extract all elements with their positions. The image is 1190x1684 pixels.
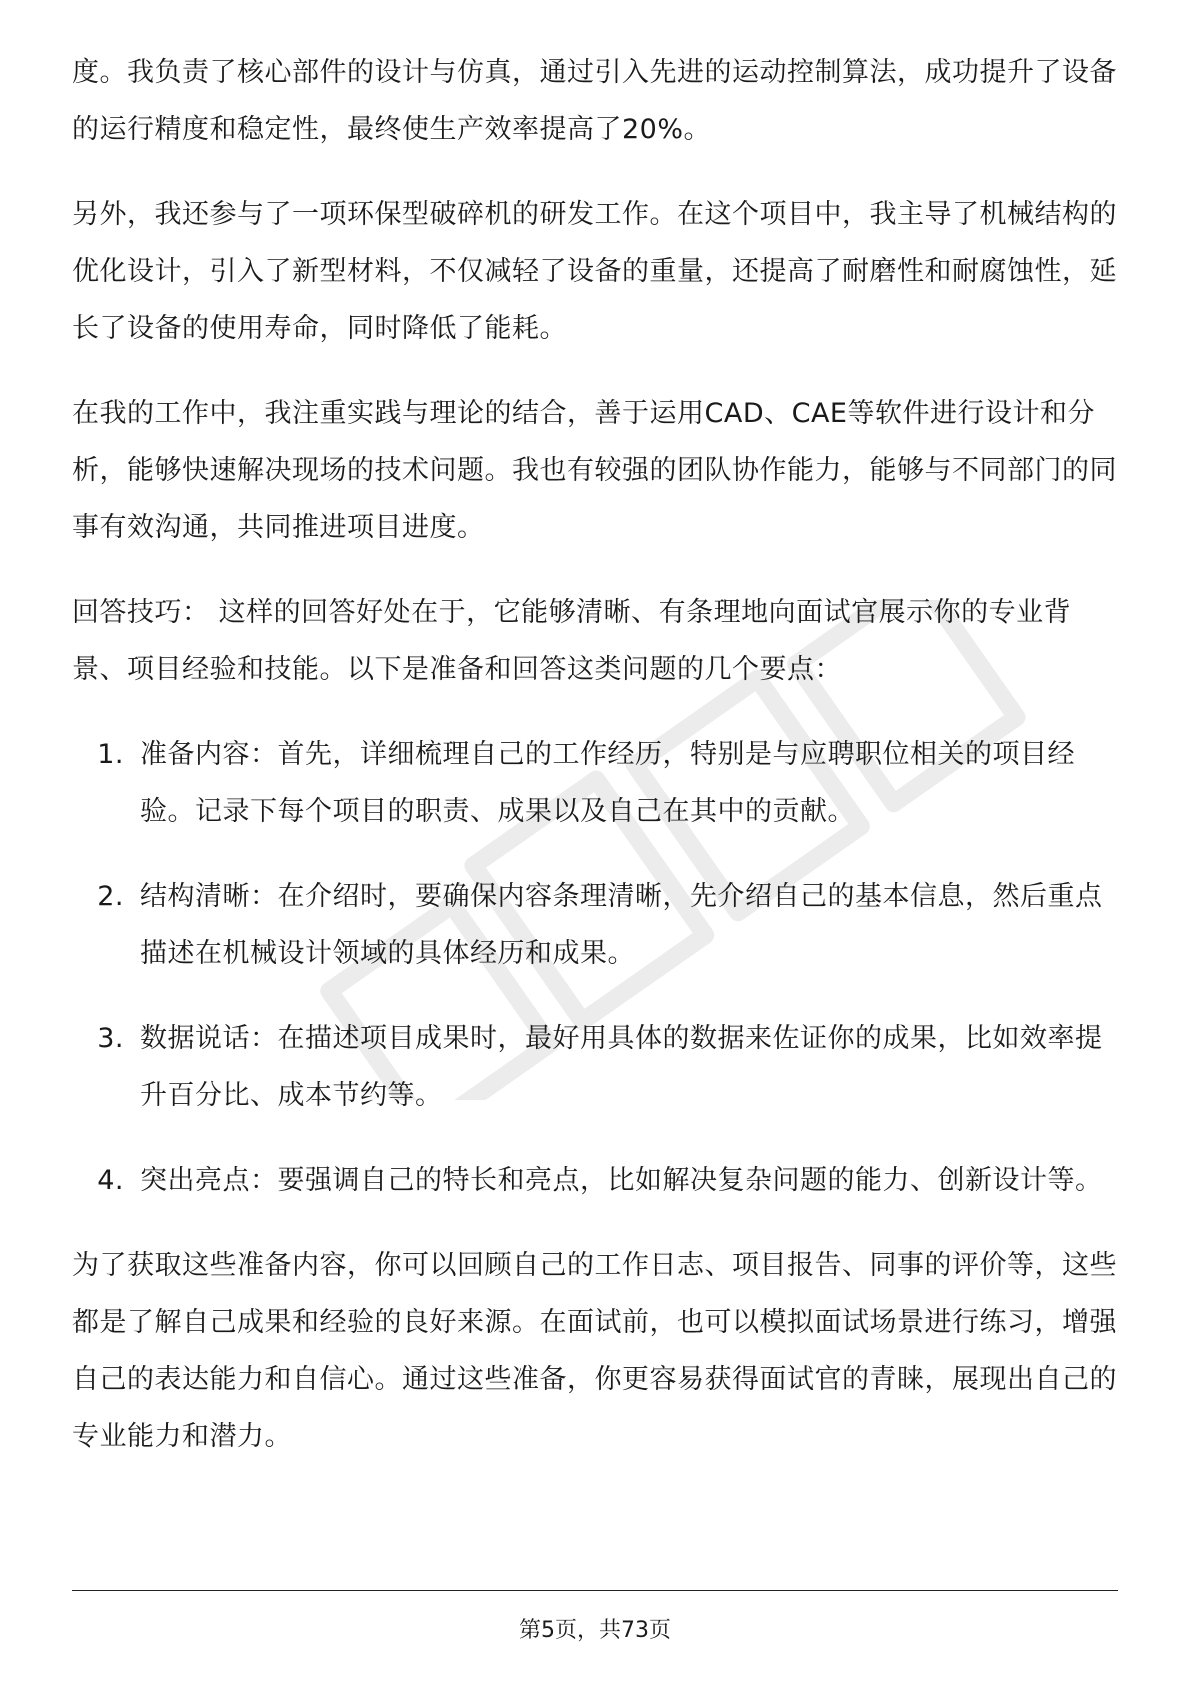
tips-list [72,726,1118,1209]
paragraph-preparation-sources: 为了获取这些准备内容，你可以回顾自己的工作日志、项目报告、同事的评价等，这些都是了解自己成果和经验的良好来源。在面试前，也可以模拟面试场景进行练习，增强自己的表达能力和自信心。通过这些准备，你更容易获得面试官的青睐，展现出自己的专业能力和潜力。 [72,1250,1117,1452]
page-number: 第5页，共73页 [519,1618,671,1643]
document-body [72,44,1118,1493]
footer-divider [72,1590,1118,1591]
list-item-number: 1. [97,739,124,770]
list-item [72,1152,1118,1209]
paragraph-work-skills: 在我的工作中，我注重实践与理论的结合，善于运用CAD、CAE等软件进行设计和分析，能够快速解决现场的技术问题。我也有较强的团队协作能力，能够与不同部门的同事有效沟通，共同推进项目进度。 [72,398,1117,543]
list-item-number: 4. [97,1165,124,1196]
list-item-number: 3. [97,1023,124,1054]
list-item-number: 2. [97,881,124,912]
paragraph-project-crusher: 另外，我还参与了一项环保型破碎机的研发工作。在这个项目中，我主导了机械结构的优化设计，引入了新型材料，不仅减轻了设备的重量，还提高了耐磨性和耐腐蚀性，延长了设备的使用寿命，同时降低了能耗。 [72,199,1117,344]
list-item [72,1010,1118,1124]
paragraph-project-precision: 度。我负责了核心部件的设计与仿真，通过引入先进的运动控制算法，成功提升了设备的运行精度和稳定性，最终使生产效率提高了20%。 [72,57,1117,145]
list-item-text: 突出亮点：要强调自己的特长和亮点，比如解决复杂问题的能力、创新设计等。 [140,1165,1103,1196]
list-item-text: 数据说话：在描述项目成果时，最好用具体的数据来佐证你的成果，比如效率提升百分比、成本节约等。 [140,1023,1103,1111]
list-item-text: 结构清晰：在介绍时，要确保内容条理清晰，先介绍自己的基本信息，然后重点描述在机械设计领域的具体经历和成果。 [140,881,1103,969]
list-item [72,726,1118,840]
list-item [72,868,1118,982]
list-item-text: 准备内容：首先，详细梳理自己的工作经历，特别是与应聘职位相关的项目经验。记录下每个项目的职责、成果以及自己在其中的贡献。 [140,739,1075,827]
paragraph-answer-tips: 回答技巧： 这样的回答好处在于，它能够清晰、有条理地向面试官展示你的专业背景、项目经验和技能。以下是准备和回答这类问题的几个要点： [72,597,1072,685]
